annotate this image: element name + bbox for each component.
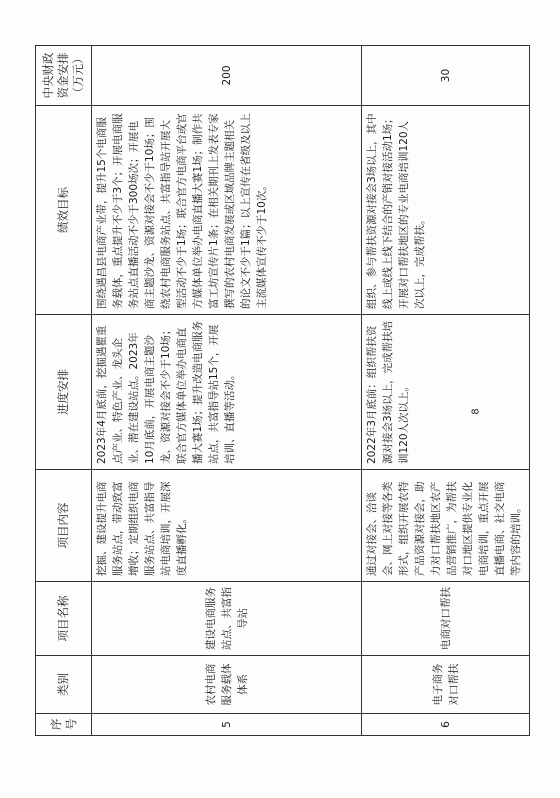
header-funds: 中央财政资金安排（万元） [36, 46, 92, 106]
table-header-row [36, 46, 92, 736]
header-goal: 绩效目标 [36, 106, 92, 315]
cell-category: 电子商务对口帮扶 [362, 656, 530, 714]
cell-category: 农村电商服务载体体系 [92, 656, 362, 714]
cell-content: 挖掘、建设提升电商服务站点，带动致富增收；定期组织电商服务站点、共富指导站电商培训，开展深度直播孵化。 [92, 470, 362, 582]
header-category: 类别 [36, 656, 92, 714]
page-number: 8 [470, 408, 482, 415]
table-row [362, 46, 530, 736]
rotated-table-container [35, 46, 529, 736]
cell-schedule: 2023年4月底前，挖掘遇瞿重点产业、特色产业、龙头企业、潜在建设站点。2023年10月底前，开展电商主题沙龙、资源对接会不少于10场；联合官方媒体单位举办电商直播大赛1场；提升改造电商服务站点，共富指导站15个，开展培训、直播等活动。 [92, 315, 362, 470]
table-row [92, 46, 362, 736]
cell-goal: 围绕遇昌县电商产业带，提升15个电商服务载体，重点提升不少于3个；开展电商服务站点直播活动不少于300场次；开展电商主题沙龙、资源对接会不少于10场；围绕农村电商服务站点、共富指导站开展大型活动不少于1场；联合官方电商平台或官方媒体单位举办电商直播大赛1场；制作共富工坊宣传片1条；在相关期刊上发表专家撰写的农村电商发展或区域品牌主题相关的论文不少于1篇；以上宣传在省级及以上主流媒体宣传不少于10次。 [92, 106, 362, 315]
project-table [35, 45, 530, 736]
cell-no: 5 [92, 714, 362, 736]
header-content: 项目内容 [36, 470, 92, 582]
header-no: 序号 [36, 714, 92, 736]
cell-schedule: 2022年3月底前：组织帮扶资源对接会3场以上，完成帮扶培训120人次以上。 [362, 315, 530, 470]
cell-funds: 30 [362, 46, 530, 106]
cell-name: 建设电商服务站点、共富指导站 [92, 582, 362, 656]
cell-funds: 200 [92, 46, 362, 106]
header-schedule: 进度安排 [36, 315, 92, 470]
cell-content: 通过对接会、洽谈会、网上对接等各类形式，组织开展农特产品资源对接会，助力对口帮扶地区农产品营销推广，为帮扶对口地区提供专业化电商培训，重点开展直播电商、社交电商等内容的培训。 [362, 470, 530, 582]
cell-no: 6 [362, 714, 530, 736]
cell-name: 电商对口帮扶 [362, 582, 530, 656]
cell-goal: 组织、参与帮扶资源对接会3场以上，其中线上或线上线下结合的产销对接活动1场；开展对口帮扶地区的专业电商培训120人次以上，完成帮扶。 [362, 106, 530, 315]
header-name: 项目名称 [36, 582, 92, 656]
